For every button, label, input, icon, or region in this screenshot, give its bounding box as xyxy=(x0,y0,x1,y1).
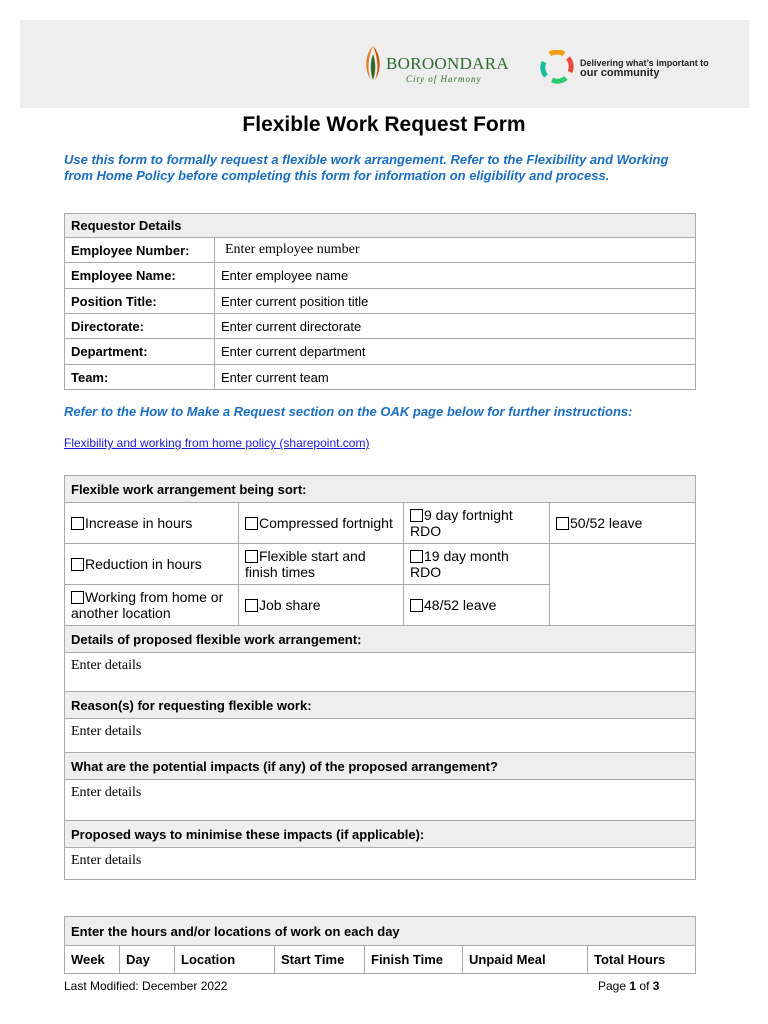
minimise-heading: Proposed ways to minimise these impacts (if applicable): xyxy=(65,821,696,848)
impacts-field[interactable]: Enter details xyxy=(65,780,696,821)
logo-tagline: City of Harmony xyxy=(406,74,482,84)
col-unpaid-meal: Unpaid Meal xyxy=(463,946,588,974)
page-current: 1 xyxy=(629,979,637,993)
option-flexible-start-finish[interactable] xyxy=(239,544,404,585)
hours-heading: Enter the hours and/or locations of work on each day xyxy=(65,917,696,946)
checkbox[interactable] xyxy=(410,509,423,522)
option-label: Compressed fortnight xyxy=(259,515,393,531)
page-title: Flexible Work Request Form xyxy=(242,113,526,136)
refer-note: Refer to the How to Make a Request section on the OAK page below for further instructions: xyxy=(64,404,633,419)
details-heading: Details of proposed flexible work arrangement: xyxy=(65,626,696,653)
checkbox[interactable] xyxy=(71,517,84,530)
boroondara-logo xyxy=(362,44,522,86)
team-label: Team: xyxy=(65,365,215,390)
minimise-field[interactable]: Enter details xyxy=(65,848,696,880)
checkbox[interactable] xyxy=(556,517,569,530)
col-start-time: Start Time xyxy=(275,946,365,974)
last-modified: Last Modified: December 2022 xyxy=(64,979,228,993)
arrangement-heading: Flexible work arrangement being sort: xyxy=(65,476,696,503)
intro-text: Use this form to formally request a flexible work arrangement. Refer to the Flexibility and Working from Home Policy before completing this form for information on eligibility and process. xyxy=(64,152,669,183)
department-label: Department: xyxy=(65,339,215,365)
option-label: 48/52 leave xyxy=(424,597,497,613)
option-9-day-fortnight[interactable] xyxy=(404,503,550,544)
option-48-52-leave[interactable] xyxy=(404,585,550,626)
option-label: Flexible start and finish times xyxy=(245,548,366,580)
col-location: Location xyxy=(175,946,275,974)
logo-name: BOROONDARA xyxy=(386,54,509,73)
option-label: 9 day fortnight RDO xyxy=(410,507,513,539)
employee-number-field[interactable]: Enter employee number xyxy=(215,238,696,263)
option-label: Working from home or another location xyxy=(71,589,224,621)
page-total: 3 xyxy=(652,979,660,993)
employee-number-label: Employee Number: xyxy=(65,238,215,263)
reasons-field[interactable]: Enter details xyxy=(65,719,696,753)
requestor-table xyxy=(64,213,696,390)
option-label: Increase in hours xyxy=(85,515,193,531)
option-working-from-home[interactable] xyxy=(65,585,239,626)
directorate-label: Directorate: xyxy=(65,314,215,339)
option-label: 50/52 leave xyxy=(570,515,643,531)
position-title-label: Position Title: xyxy=(65,289,215,314)
col-day: Day xyxy=(120,946,175,974)
checkbox[interactable] xyxy=(245,517,258,530)
department-field[interactable]: Enter current department xyxy=(215,339,696,365)
page-of: of xyxy=(639,979,650,993)
community-logo-icon xyxy=(540,50,574,84)
employee-name-label: Employee Name: xyxy=(65,263,215,289)
community-slogan xyxy=(580,58,709,78)
page-number xyxy=(598,979,659,993)
option-50-52-leave[interactable] xyxy=(550,503,696,544)
option-19-day-month[interactable] xyxy=(404,544,550,585)
slogan-line-2: our community xyxy=(580,67,660,79)
arrangement-table xyxy=(64,475,696,880)
hours-table xyxy=(64,916,696,974)
option-label: Job share xyxy=(259,597,321,613)
boroondara-logo-mark-icon xyxy=(362,44,384,82)
option-compressed-fortnight[interactable] xyxy=(239,503,404,544)
col-total-hours: Total Hours xyxy=(588,946,696,974)
checkbox[interactable] xyxy=(71,591,84,604)
checkbox[interactable] xyxy=(245,599,258,612)
checkbox[interactable] xyxy=(71,558,84,571)
option-increase-hours[interactable] xyxy=(65,503,239,544)
col-finish-time: Finish Time xyxy=(365,946,463,974)
empty-cell xyxy=(550,544,696,626)
reasons-heading: Reason(s) for requesting flexible work: xyxy=(65,692,696,719)
checkbox[interactable] xyxy=(410,550,423,563)
option-reduction-hours[interactable] xyxy=(65,544,239,585)
option-label: Reduction in hours xyxy=(85,556,202,572)
employee-name-field[interactable]: Enter employee name xyxy=(215,263,696,289)
slogan-line-1: Delivering what’s important to xyxy=(580,58,709,68)
details-field[interactable]: Enter details xyxy=(65,653,696,692)
option-job-share[interactable] xyxy=(239,585,404,626)
page-prefix: Page xyxy=(598,979,627,993)
checkbox[interactable] xyxy=(245,550,258,563)
policy-link[interactable]: Flexibility and working from home policy (sharepoint.com) xyxy=(64,436,370,450)
option-label: 19 day month RDO xyxy=(410,548,509,580)
checkbox[interactable] xyxy=(410,599,423,612)
position-title-field[interactable]: Enter current position title xyxy=(215,289,696,314)
col-week: Week xyxy=(65,946,120,974)
impacts-heading: What are the potential impacts (if any) of the proposed arrangement? xyxy=(65,753,696,780)
team-field[interactable]: Enter current team xyxy=(215,365,696,390)
requestor-heading: Requestor Details xyxy=(65,214,696,238)
directorate-field[interactable]: Enter current directorate xyxy=(215,314,696,339)
